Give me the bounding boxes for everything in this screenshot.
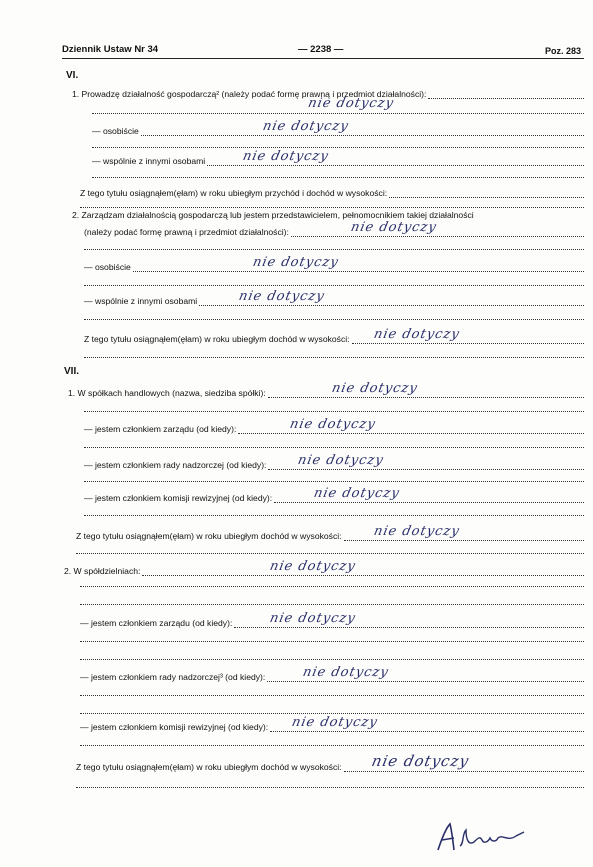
journal-title: Dziennik Ustaw Nr 34 [62,44,159,55]
company-audit-field [84,486,584,503]
management-joint-field [84,289,584,306]
company-income-field [76,524,584,541]
handwritten-answer: nie dotyczy [371,327,461,342]
coop-income-field [76,752,584,772]
handwritten-answer: nie dotyczy [312,486,402,501]
coop-supervisory-field [80,665,584,682]
income-label: Z tego tytułu osiągnąłem(ęłam) w roku ubiegłym dochód w wysokości: [76,762,342,772]
handwritten-answer: nie dotyczy [301,665,391,680]
handwritten-answer: nie dotyczy [241,149,331,164]
handwritten-signature [432,820,526,856]
business-joint-field [92,149,584,166]
business-income-field [80,184,584,198]
income-label: Z tego tytułu osiągnąłem(ęłam) w roku ubiegłym dochód w wysokości: [76,531,342,541]
personal-label: — osobiście [84,262,131,272]
income-label: Z tego tytułu osiągnąłem(ęłam) w roku ubiegłym dochód w wysokości: [84,334,350,344]
header-rule [62,58,584,59]
company-board-field [84,417,584,434]
handwritten-answer: nie dotyczy [261,119,350,134]
audit-label: — jestem członkiem komisji rewizyjnej (od kiedy): [80,722,269,732]
joint-label: — wspólnie z innymi osobami [92,156,206,166]
company-supervisory-field [84,453,584,470]
page-number: — 2238 — [298,44,344,55]
handwritten-answer: nie dotyczy [290,715,380,730]
management-personal-field [84,255,584,272]
handwritten-answer: nie dotyczy [371,524,461,539]
coop-audit-field [80,715,584,732]
handwritten-answer: nie dotyczy [369,752,471,770]
management-field [84,220,584,237]
supervisory-label: — jestem członkiem rady nadzorczej (od kiedy): [84,460,267,470]
handwritten-answer: nie dotyczy [306,96,396,111]
joint-label: — wspólnie z innymi osobami [84,296,198,306]
coop-board-field [80,611,584,628]
section-vii-title: VII. [64,366,80,377]
handwritten-answer: nie dotyczy [268,559,358,574]
management-label-line1: 2. Zarządzam działalnością gospodarczą lub jestem przedstawicielem, pełnomocnikiem takiej działalności [72,210,474,220]
handwritten-answer: nie dotyczy [288,417,378,432]
handwritten-answer: nie dotyczy [237,289,327,304]
business-activity-label: 1. Prowadzę działalność gospodarczą² (należy podać formę prawną i przedmiot działalności): [72,89,427,99]
handwritten-answer: nie dotyczy [330,381,419,396]
handwritten-answer: nie dotyczy [268,611,358,626]
management-income-field [84,327,584,344]
companies-field [68,381,584,398]
audit-label: — jestem członkiem komisji rewizyjnej (od kiedy): [84,493,273,503]
personal-label: — osobiście [92,126,139,136]
position-number: Poz. 283 [545,46,582,56]
board-label: — jestem członkiem zarządu (od kiedy): [84,424,237,434]
business-personal-field [92,119,584,136]
handwritten-answer: nie dotyczy [296,453,386,468]
section-vi-title: VI. [66,70,79,81]
handwritten-answer: nie dotyczy [251,255,340,270]
companies-label: 1. W spółkach handlowych (nazwa, siedziba spółki): [68,388,266,398]
supervisory-label: — jestem członkiem rady nadzorczej³ (od kiedy): [80,672,266,682]
handwritten-answer: nie dotyczy [349,220,439,235]
cooperatives-field [64,559,584,576]
board-label: — jestem członkiem zarządu (od kiedy): [80,618,233,628]
management-label-line2: (należy podać formę prawną i przedmiot działalności): [84,227,289,237]
cooperatives-label: 2. W spółdzielniach: [64,566,141,576]
income-label: Z tego tytułu osiągnąłem(ęłam) w roku ubiegłym przychód i dochód w wysokości: [80,188,388,198]
